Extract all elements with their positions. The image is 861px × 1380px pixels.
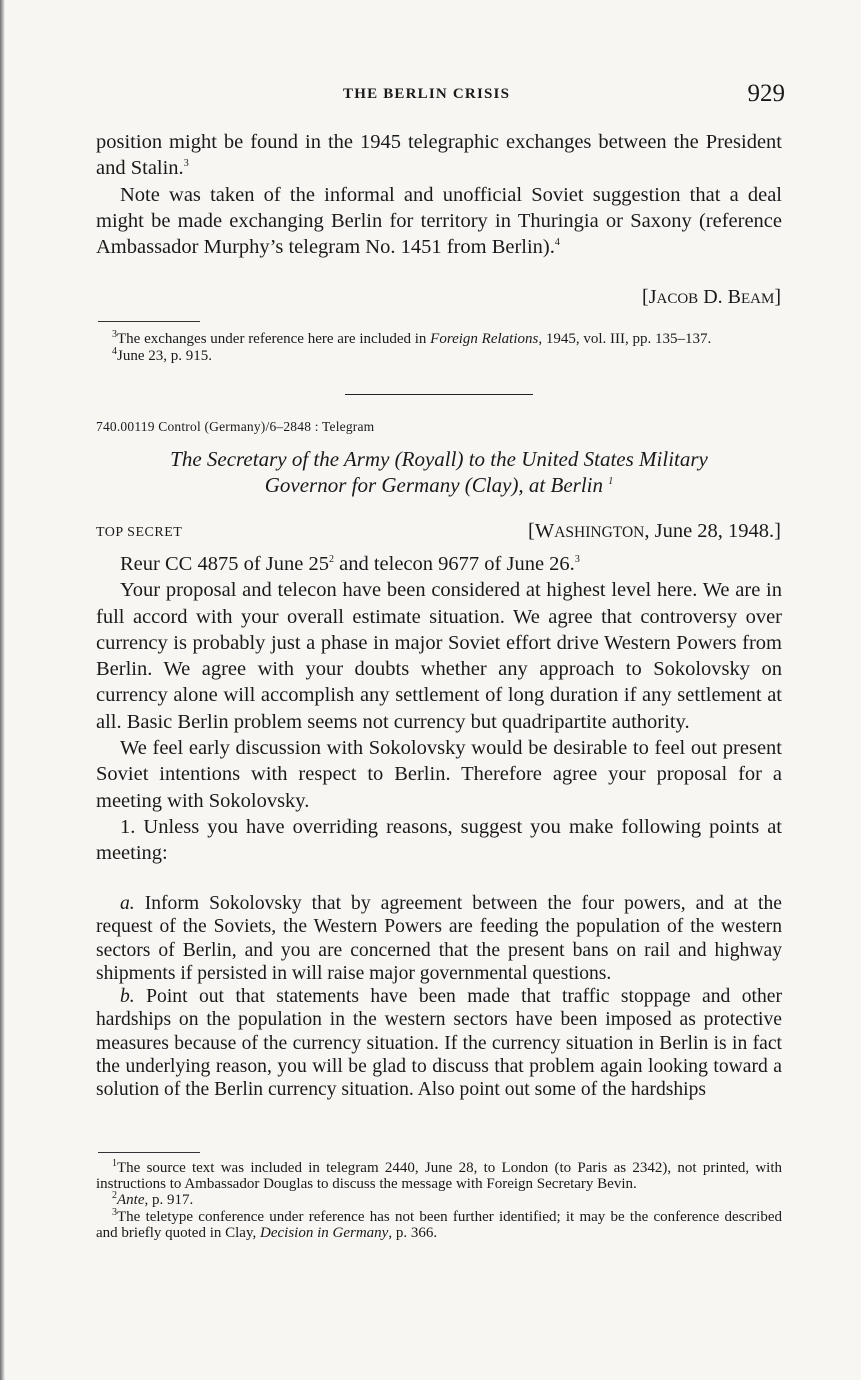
section-divider	[345, 394, 533, 395]
footnote: $^3$The teletype conference under reference has not been further identified; it may be the conference described and briefly quoted in Clay, Decision in Germany, p. 366.	[96, 1206, 782, 1241]
paragraph: Your proposal and telecon have been considered at highest level here. We are in full accord with your overall estimate situation. We agree that controversy over currency is probably just a phase in major Soviet effort drive Western Powers from Berlin. We agree with your doubts whether any approach to Sokolovsky on currency alone will accomplish any settlement of long duration if any settlement at all. Basic Berlin problem seems not currency but quadripartite authority.	[96, 579, 782, 733]
paragraph: We feel early discussion with Sokolovsky would be desirable to feel out present Soviet intentions with respect to Berlin. Therefore agree your proposal for a meeting with Sokolovsky.	[96, 737, 782, 812]
opening-text	[96, 129, 782, 260]
page-edge-shadow	[0, 0, 5, 1380]
page-number: 929	[747, 80, 785, 107]
reference-line: Reur CC 4875 of June $25^2$ and telecon 9677 of June 26.$^3$	[120, 553, 580, 575]
footnote-ref: 4	[554, 237, 560, 249]
footnote-ref: 1	[608, 476, 614, 487]
footnote: $^1$The source text was included in telegram 2440, June 28, to London (to Paris as 2342), not printed, with instructions to Ambassador Douglas to discuss the message with Foreign Secretary Bevin.	[96, 1158, 782, 1193]
list-item: a. Inform Sokolovsky that by agreement between the four powers, and at the request of the Soviets, the Western Powers are feeding the population of the western sectors of Berlin, and you are concerned that the present bans on rail and highway shipments if persisted in will raise major governmental questions.	[96, 893, 782, 984]
footnotes-bottom	[96, 1160, 782, 1241]
paragraph: 1. Unless you have overriding reasons, suggest you make following points at meeting:	[96, 815, 782, 865]
dateline: [WASHINGTON, June 28, 1948.]	[528, 520, 781, 542]
footnote-divider	[98, 321, 200, 322]
running-head: THE BERLIN CRISIS	[343, 86, 511, 102]
footnote-divider	[98, 1152, 200, 1153]
document-title: The Secretary of the Army (Royall) to the United States Military Governor for Germany (Clay), at Berlin $^1$	[170, 447, 708, 497]
continuation-paragraph: position might be found in the 1945 telegraphic exchanges between the President and Stalin.$^3$	[96, 131, 782, 180]
telegram-body	[96, 551, 782, 867]
file-reference: 740.00119 Control (Germany)/6–2848 : Telegram	[96, 419, 375, 434]
telegram-points	[96, 892, 782, 1102]
paragraph: Note was taken of the informal and unofficial Soviet suggestion that a deal might be made exchanging Berlin for territory in Thuringia or Saxony (reference Ambassador Murphy’s telegram No. 1451 from Berlin).$^4$	[96, 183, 782, 259]
signature: [JACOB D. BEAM]	[642, 286, 781, 308]
footnote: $^4$June 23, p. 915.	[112, 345, 212, 364]
footnote-ref: 3	[183, 158, 189, 170]
footnote: $^3$The exchanges under reference here are included in Foreign Relations, 1945, vol. III, pp. 135–137.	[112, 329, 712, 347]
footnote: $^2$Ante, p. 917.	[112, 1190, 194, 1209]
classification-label: TOP SECRET	[96, 525, 183, 540]
list-item: b. Point out that statements have been made that traffic stoppage and other hardships on the population in the western sectors have been imposed as protective measures because of the currency situation. If the currency situation in Berlin is in fact the underlying reason, you will be glad to discuss that problem again looking toward a solution of the Berlin currency situation. Also point out some of the hardships	[96, 986, 782, 1101]
footnotes-top	[96, 331, 782, 364]
